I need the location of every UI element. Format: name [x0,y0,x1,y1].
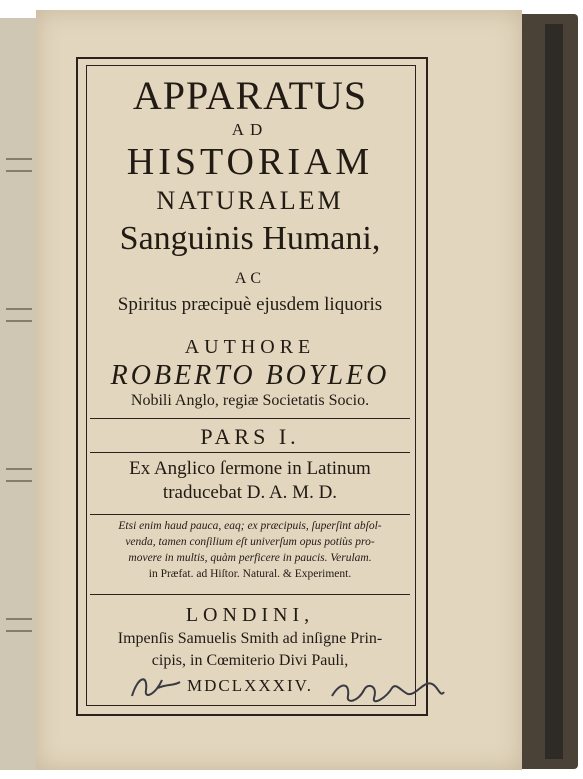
quote-line-2: venda, tamen conſilium eſt univerſum opus potiùs pro- [125,536,375,548]
title-ad: AD [231,120,269,139]
handwritten-signature-right [328,672,448,712]
title-historiam: HISTORIAM [126,141,374,183]
imprint-year: MDCLXXXIV. [187,676,313,695]
back-cover-edge [545,24,563,759]
imprint-city: LONDINI, [185,604,315,626]
author-label: AUTHORE [184,336,316,358]
divider-rule [90,514,410,515]
binding-stitch [6,468,32,482]
divider-rule [90,594,410,595]
quote-line-1: Etsi enim haud pauca, eaq; ex præcipuis, ſuperſint abſol- [118,520,382,532]
imprint-line-2: cipis, in Cœmiterio Divi Pauli, [151,652,349,669]
imprint-line-1: Impenſis Samuelis Smith ad inſigne Prin- [117,630,383,647]
binding-stitch [6,158,32,172]
title-sanguinis: Sanguinis Humani, [119,220,381,257]
pars-heading: PARS I. [200,424,300,449]
handwritten-signature-left [128,670,184,704]
translation-line-2: traducebat D. A. M. D. [162,482,338,503]
divider-rule [90,452,410,453]
title-naturalem: NATURALEM [156,186,344,215]
translation-line-1: Ex Anglico ſermone in Latinum [129,458,371,479]
title-ac: AC [234,270,266,287]
author-name: ROBERTO BOYLEO [110,360,390,391]
quote-line-3: movere in multis, quàm perficere in paucis. Verulam. [128,552,372,564]
binding-stitch [6,308,32,322]
author-description: Nobili Anglo, regiæ Societatis Socio. [130,392,370,409]
divider-rule [90,418,410,419]
binding-stitch [6,618,32,632]
title-spiritus: Spiritus præcipuè ejusdem liquoris [117,294,383,315]
title-apparatus: APPARATUS [132,73,368,118]
quote-line-4: in Præfat. ad Hiſtor. Natural. & Experiment. [148,568,352,580]
